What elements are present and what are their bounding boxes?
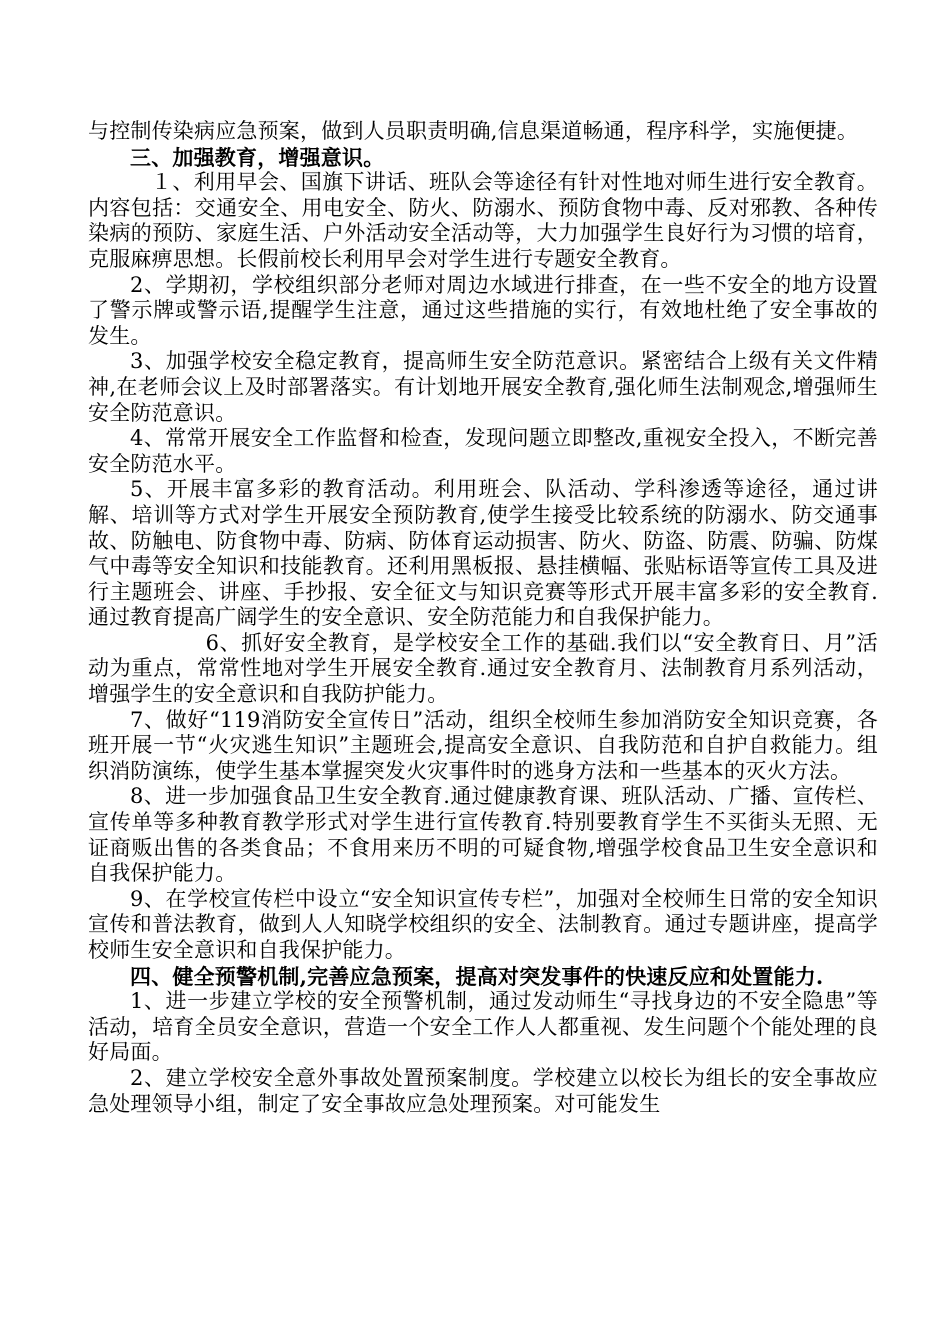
paragraph-item-3: 3、加强学校安全稳定教育，提高师生安全防范意识。紧密结合上级有关文件精神,在老师会议上及时部署落实。有计划地开展安全教育,强化师生法制观念,增强师生安全防范意识。: [88, 349, 878, 425]
section-heading-three: 三、加强教育，增强意识。: [130, 144, 385, 170]
section-heading-four: 四、健全预警机制,完善应急预案，提高对突发事件的快速反应和处置能力.: [130, 963, 824, 989]
paragraph-item-1: １、利用早会、国旗下讲话、班队会等途径有针对性地对师生进行安全教育。内容包括：交通安全、用电安全、防火、防溺水、预防食物中毒、反对邪教、各种传染病的预防、家庭生活、户外活动安全活动等，大力加强学生良好行为习惯的培育，克服麻痹思想。长假前校长利用早会对学生进行专题安全教育。: [88, 170, 878, 271]
paragraph-section4-item-2: 2、建立学校安全意外事故处置预案制度。学校建立以校长为组长的安全事故应急处理领导小组，制定了安全事故应急处理预案。对可能发生: [88, 1065, 878, 1116]
paragraph-item-7: 7、做好“119消防安全宣传日”活动，组织全校师生参加消防安全知识竞赛，各班开展一节“火灾逃生知识”主题班会,提高安全意识、自我防范和自护自救能力。组织消防演练，使学生基本掌握突发火灾事件时的逃身方法和一些基本的灭火方法。: [88, 707, 878, 783]
paragraph-section4-item-1: 1、进一步建立学校的安全预警机制，通过发动师生“寻找身边的不安全隐患”等活动，培育全员安全意识，营造一个安全工作人人都重视、发生问题个个能处理的良好局面。: [88, 989, 878, 1065]
paragraph-item-2: 2、学期初，学校组织部分老师对周边水域进行排查，在一些不安全的地方设置了警示牌或警示语,提醒学生注意，通过这些措施的实行，有效地杜绝了安全事故的发生。: [88, 272, 878, 348]
paragraph-item-4: 4、常常开展安全工作监督和检查，发现问题立即整改,重视安全投入，不断完善安全防范水平。: [88, 426, 878, 476]
paragraph-intro: 与控制传染病应急预案，做到人员职责明确,信息渠道畅通，程序科学，实施便捷。: [88, 119, 859, 143]
paragraph-item-8: 8、进一步加强食品卫生安全教育.通过健康教育课、班队活动、广播、宣传栏、宣传单等多种教育教学形式对学生进行宣传教育.特别要教育学生不买街头无照、无证商贩出售的各类食品；不食用来历不明的可疑食物,增强学校食品卫生安全意识和自我保护能力。: [88, 784, 878, 886]
document-page: [88, 119, 878, 1117]
paragraph-item-6: 6、抓好安全教育，是学校安全工作的基础.我们以“安全教育日、月”活动为重点，常常性地对学生开展安全教育.通过安全教育月、法制教育月系列活动，增强学生的安全意识和自我防护能力。: [88, 630, 878, 707]
paragraph-item-5: 5、开展丰富多彩的教育活动。利用班会、队活动、学科渗透等途径，通过讲解、培训等方式对学生开展安全预防教育,使学生接受比较系统的防溺水、防交通事故、防触电、防食物中毒、防病、防体育运动损害、防火、防盗、防震、防骗、防煤气中毒等安全知识和技能教育。还利用黑板报、悬挂横幅、张贴标语等宣传工具及进行主题班会、讲座、手抄报、安全征文与知识竞赛等形式开展丰富多彩的安全教育.通过教育提高广阔学生的安全意识、安全防范能力和自我保护能力。: [88, 477, 878, 630]
paragraph-item-9: 9、在学校宣传栏中设立“安全知识宣传专栏”，加强对全校师生日常的安全知识宣传和普法教育，做到人人知晓学校组织的安全、法制教育。通过专题讲座，提高学校师生安全意识和自我保护能力。: [88, 886, 878, 962]
